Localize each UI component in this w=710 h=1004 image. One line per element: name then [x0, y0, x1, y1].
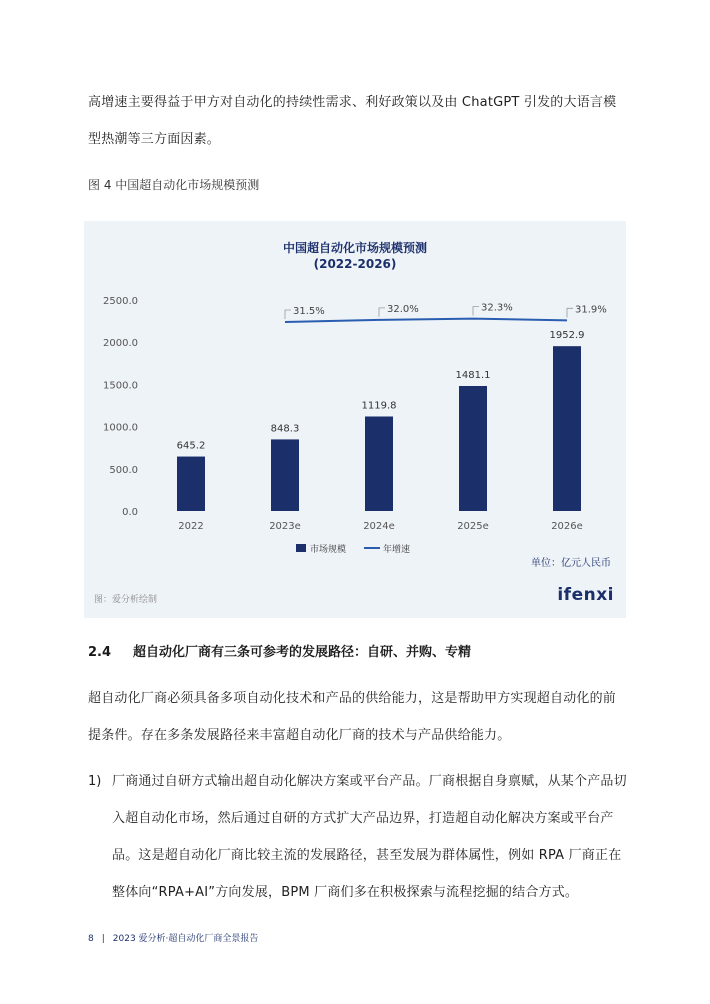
- x-tick-label: 2026e: [551, 521, 583, 532]
- growth-rate-label: 32.0%: [387, 303, 419, 315]
- section-heading: [88, 641, 471, 660]
- y-tick-label: 1500.0: [103, 380, 138, 392]
- bar: [553, 346, 581, 511]
- unit-label: 单位：亿元人民币: [531, 558, 611, 569]
- growth-rate-label: 31.9%: [575, 304, 607, 316]
- x-tick-label: 2025e: [457, 521, 489, 532]
- growth-rate-label: 31.5%: [293, 306, 325, 317]
- chart-subtitle: (2022-2026): [313, 257, 397, 271]
- section-title: 超自动化厂商有三条可参考的发展路径：自研、并购、专精: [133, 645, 472, 660]
- intro-paragraph: 高增速主要得益于甲方对自动化的持续性需求、利好政策以及由 ChatGPT 引发的大语言模型热潮等三方面因素。: [88, 95, 617, 147]
- bar-value-label: 645.2: [176, 440, 206, 452]
- bar: [271, 439, 299, 511]
- list-item-text: 厂商通过自研方式输出超自动化解决方案或平台产品。厂商根据自身禀赋，从某个产品切入超自动化市场，然后通过自研的方式扩大产品边界，打造超自动化解决方案或平台产品。这是超自动化厂商比较主流的发展路径，甚至发展为群体属性，例如 RPA 厂商正在整体向“RPA+AI”方向发展，BPM 厂商们多在积极探索与流程挖掘的结合方式。: [112, 774, 627, 900]
- market-size-chart: [84, 221, 626, 618]
- section-number: 2.4: [88, 645, 112, 660]
- bar: [177, 457, 205, 511]
- chart-panel: [84, 221, 626, 618]
- growth-rate-label: 32.3%: [481, 302, 513, 314]
- callout-leader: [379, 308, 385, 317]
- y-tick-label: 2000.0: [103, 338, 138, 350]
- callout-leader: [285, 310, 291, 319]
- legend-swatch-bars: [296, 544, 306, 552]
- bar-value-label: 848.3: [270, 423, 300, 435]
- section-paragraph: 超自动化厂商必须具备多项自动化技术和产品的供给能力，这是帮助甲方实现超自动化的前提条件。存在多条发展路径来丰富超自动化厂商的技术与产品供给能力。: [88, 691, 617, 743]
- figure-caption: 图 4 中国超自动化市场规模预测: [88, 178, 260, 192]
- list-marker: 1): [88, 774, 102, 789]
- growth-rate-line: [285, 319, 567, 322]
- callout-leader: [473, 307, 479, 316]
- chart-title: 中国超自动化市场规模预测: [282, 241, 428, 255]
- callout-leader: [567, 308, 573, 317]
- report-title: 2023 爱分析·超自动化厂商全景报告: [112, 934, 259, 944]
- list-item: [88, 763, 633, 911]
- x-tick-label: 2023e: [269, 521, 301, 532]
- figure-source: 图：爱分析绘制: [94, 595, 158, 605]
- bar-value-label: 1952.9: [549, 330, 585, 342]
- y-tick-label: 0.0: [122, 507, 138, 518]
- y-tick-label: 2500.0: [103, 296, 138, 307]
- ifenxi-logo: ifenxi: [557, 585, 614, 605]
- legend-label-line: 年增速: [383, 545, 411, 555]
- bar: [365, 416, 393, 511]
- y-tick-label: 1000.0: [103, 422, 138, 434]
- bar-value-label: 1481.1: [455, 369, 491, 381]
- legend-label-bars: 市场规模: [310, 545, 347, 555]
- page-footer: [88, 931, 258, 944]
- bar: [459, 386, 487, 511]
- footer-separator: |: [101, 934, 105, 944]
- bar-value-label: 1119.8: [361, 400, 397, 412]
- page-number: 8: [88, 934, 94, 944]
- y-tick-label: 500.0: [109, 464, 138, 476]
- x-tick-label: 2024e: [363, 521, 395, 532]
- x-tick-label: 2022: [178, 521, 204, 532]
